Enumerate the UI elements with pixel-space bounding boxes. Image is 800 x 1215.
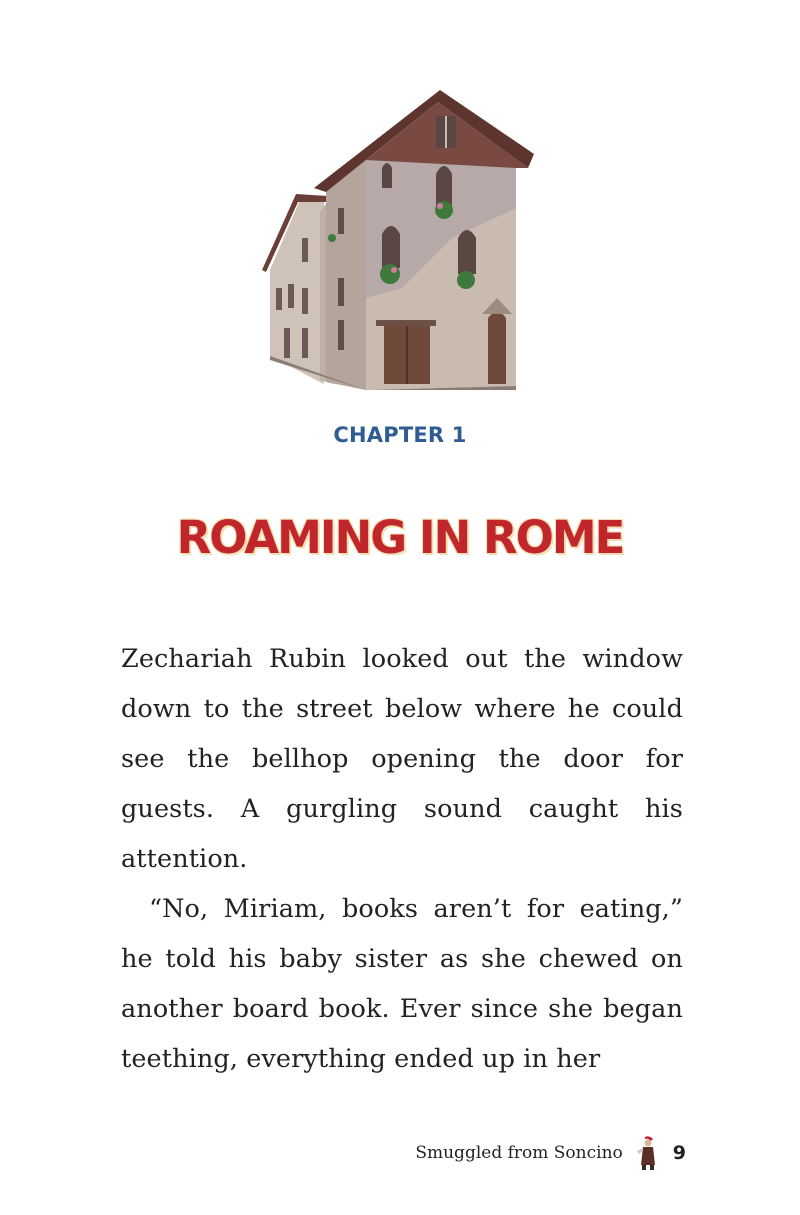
running-book-title: Smuggled from Soncino bbox=[415, 1143, 623, 1163]
building-illustration bbox=[262, 88, 538, 390]
chapter-body bbox=[121, 634, 683, 1084]
body-paragraph: “No, Miriam, books aren’t for eating,” he told his baby sister as she chewed on another board book. Ever since she began teething, everything ended up in her bbox=[121, 894, 683, 1074]
gladiator-figure-icon bbox=[633, 1135, 661, 1171]
page-number: 9 bbox=[672, 1142, 686, 1164]
page-footer bbox=[415, 1133, 686, 1173]
chapter-label: CHAPTER 1 bbox=[333, 423, 467, 447]
body-paragraph: Zechariah Rubin looked out the window down to the street below where he could see the bellhop opening the door for guests. A gurgling sound caught his attention. bbox=[121, 644, 683, 874]
chapter-title: ROAMING IN ROME bbox=[176, 511, 624, 564]
